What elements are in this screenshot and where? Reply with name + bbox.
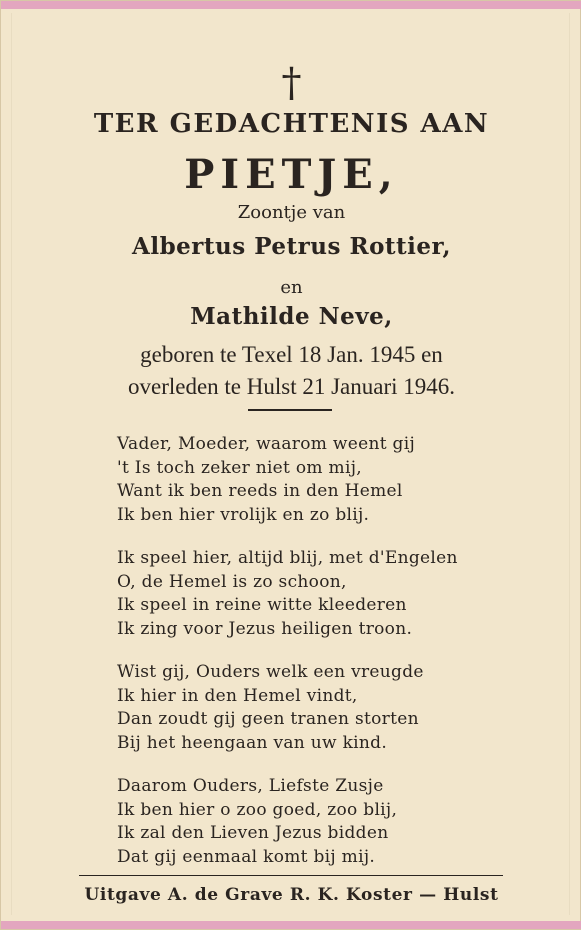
poem-line: Ik zal den Lieven Jezus bidden — [117, 823, 389, 843]
top-edge — [1, 1, 581, 9]
publisher-credit: Uitgave A. de Grave R. K. Koster — Hulst — [84, 885, 499, 905]
poem-line: Daarom Ouders, Liefste Zusje — [117, 776, 384, 796]
poem-line: Want ik ben reeds in den Hemel — [117, 481, 403, 501]
mother-name: Mathilde Neve, — [190, 303, 393, 330]
poem-line: 't Is toch zeker niet om mij, — [117, 457, 362, 478]
father-name: Albertus Petrus Rottier, — [132, 233, 451, 260]
poem-line: Dat gij eenmaal komt bij mij. — [117, 846, 376, 867]
life-dates — [1, 339, 581, 403]
poem — [117, 433, 517, 889]
poem-line: Ik speel in reine witte kleederen — [117, 595, 407, 615]
poem-stanza — [117, 547, 517, 641]
poem-line: Dan zoudt gij geen tranen storten — [117, 709, 419, 729]
poem-line: Wist gij, Ouders welk een vreugde — [117, 662, 424, 682]
poem-line: Ik ben hier o zoo goed, zoo blij, — [117, 799, 398, 820]
birth-line: geboren te Texel 18 Jan. 1945 en — [140, 342, 443, 367]
bottom-edge — [1, 921, 581, 929]
poem-stanza — [117, 433, 517, 527]
death-line: overleden te Hulst 21 Januari 1946. — [127, 374, 456, 399]
poem-line: O, de Hemel is zo schoon, — [117, 571, 347, 592]
deceased-name: PIETJE, — [184, 151, 399, 198]
poem-line: Ik zing voor Jezus heiligen troon. — [117, 618, 413, 639]
cross-icon: † — [281, 60, 302, 106]
poem-stanza — [117, 775, 517, 869]
relation-text: Zoontje van — [237, 202, 346, 223]
poem-line: Ik ben hier vrolijk en zo blij. — [117, 504, 370, 525]
memorial-title: TER GEDACHTENIS AAN — [93, 109, 490, 139]
footer-rule — [79, 875, 503, 876]
poem-line: Ik hier in den Hemel vindt, — [117, 685, 358, 706]
poem-line: Ik speel hier, altijd blij, met d'Engelen — [117, 548, 458, 568]
conjunction-text: en — [280, 277, 303, 298]
poem-stanza — [117, 661, 517, 755]
divider — [248, 409, 332, 411]
poem-line: Bij het heengaan van uw kind. — [117, 732, 388, 753]
poem-line: Vader, Moeder, waarom weent gij — [117, 434, 416, 454]
